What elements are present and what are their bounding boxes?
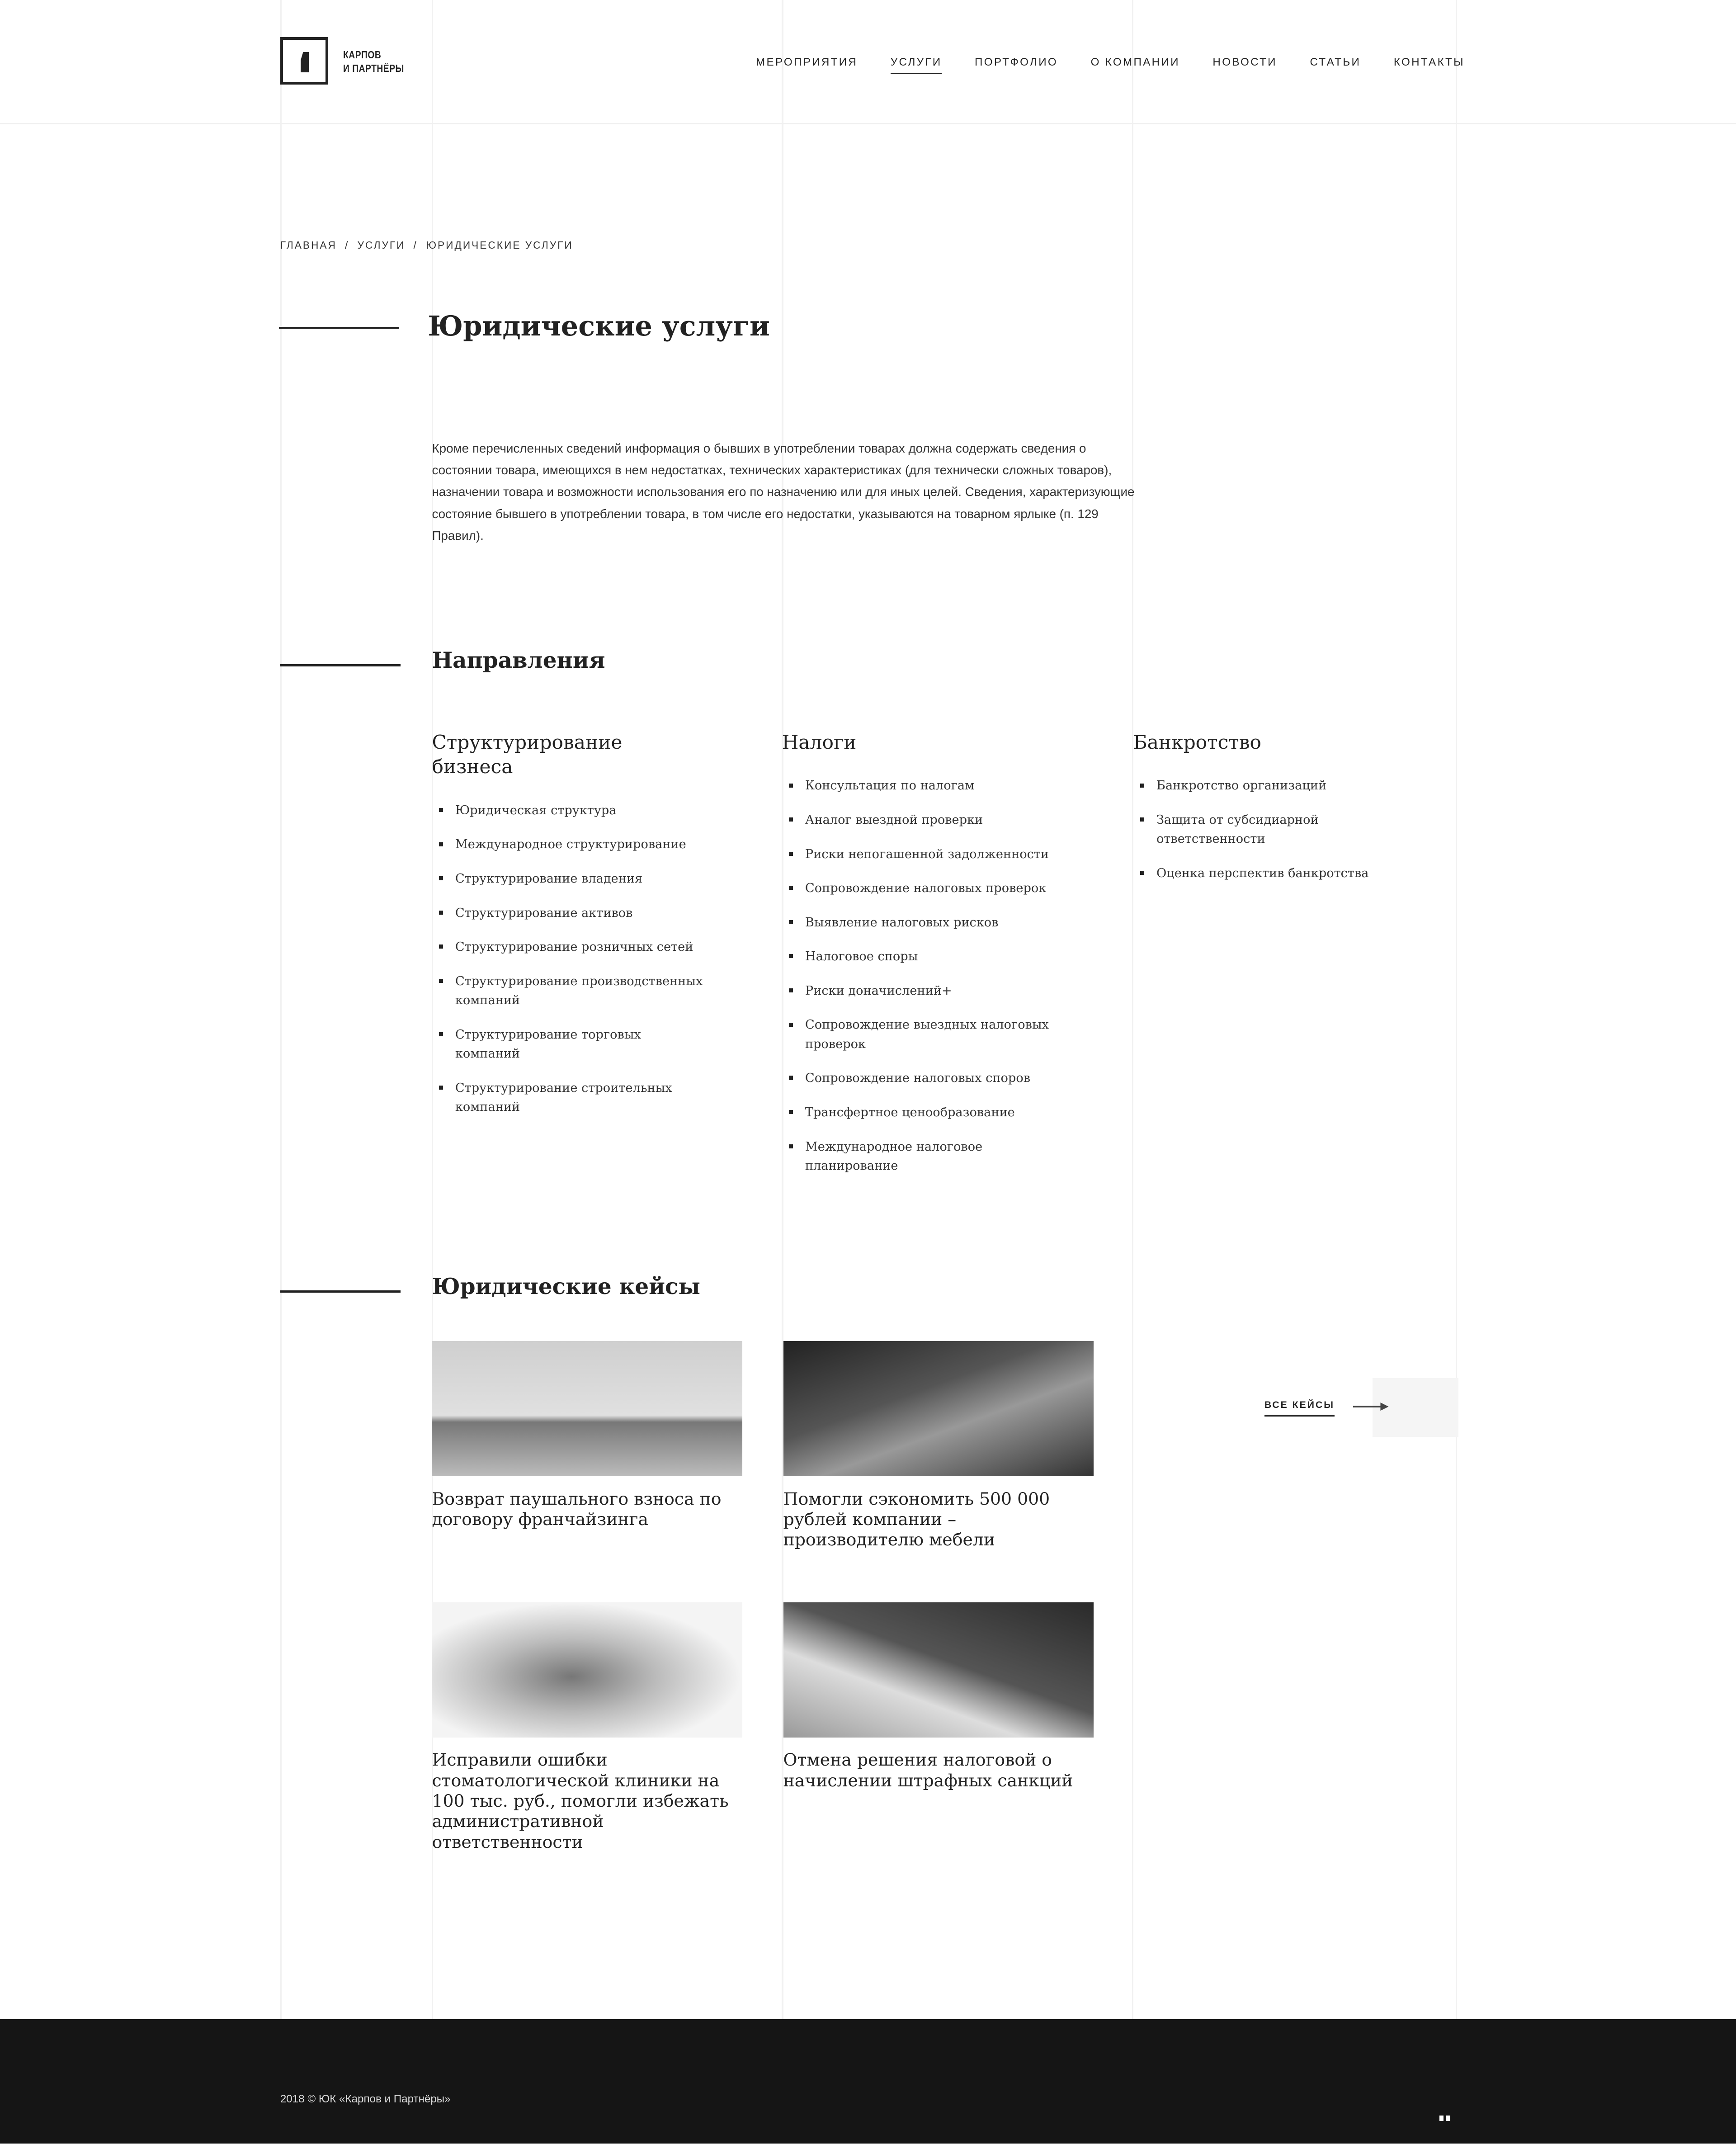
case-title: Исправили ошибки стоматологической клиники на 100 тыс. руб., помогли избежать административной ответственности xyxy=(432,1750,729,1852)
breadcrumb-separator: / xyxy=(413,239,418,251)
all-cases-link[interactable]: ВСЕ КЕЙСЫ xyxy=(1264,1400,1335,1417)
direction-item[interactable]: Аналог выездной проверки xyxy=(805,811,1058,830)
grid-line xyxy=(1132,0,1133,2019)
nav-contacts[interactable]: КОНТАКТЫ xyxy=(1393,56,1465,68)
logo-icon[interactable] xyxy=(280,37,328,85)
nav-portfolio[interactable]: ПОРТФОЛИО xyxy=(975,56,1058,68)
direction-title: Налоги xyxy=(782,731,857,753)
carpenter-workshop-photo xyxy=(783,1341,1094,1476)
direction-title: Структурирование бизнеса xyxy=(432,731,623,778)
logo-text[interactable] xyxy=(343,48,404,75)
man-with-lifebuoy-photo xyxy=(432,1341,742,1476)
site-header xyxy=(0,0,1736,124)
direction-item[interactable]: Международное налоговое планирование xyxy=(805,1138,1058,1176)
direction-item[interactable]: Структурирование торговых компаний xyxy=(455,1025,708,1064)
banknotes-photo xyxy=(432,1602,742,1738)
breadcrumb xyxy=(280,239,573,251)
nav-services[interactable]: УСЛУГИ xyxy=(891,56,942,74)
breadcrumb-services[interactable]: УСЛУГИ xyxy=(357,239,406,251)
case-title: Помогли сэкономить 500 000 рублей компании – производителю мебели xyxy=(783,1488,1050,1550)
case-card[interactable] xyxy=(783,1341,1094,1550)
direction-column xyxy=(782,730,1082,1191)
grid-line xyxy=(1456,0,1457,2019)
copyright: 2018 © ЮК «Карпов и Партнёры» xyxy=(280,2093,451,2106)
nav-articles[interactable]: СТАТЬИ xyxy=(1310,56,1361,68)
nav-about[interactable]: О КОМПАНИИ xyxy=(1090,56,1180,68)
logo-line-2: И ПАРТНЁРЫ xyxy=(343,62,404,75)
direction-list xyxy=(782,776,1058,1176)
direction-item[interactable]: Структурирование розничных сетей xyxy=(455,938,708,957)
direction-item[interactable]: Структурирование активов xyxy=(455,904,708,923)
direction-list xyxy=(1133,776,1375,883)
direction-item[interactable]: Банкротство организаций xyxy=(1156,776,1375,795)
direction-item[interactable]: Риски доначислений+ xyxy=(805,982,1058,1001)
main-nav xyxy=(756,56,1465,74)
direction-item[interactable]: Сопровождение выездных налоговых проверок xyxy=(805,1015,1058,1054)
arrow-right-icon[interactable] xyxy=(1353,1401,1389,1412)
direction-item[interactable]: Защита от субсидиарной ответственности xyxy=(1156,811,1375,849)
case-title: Возврат паушального взноса по договору франчайзинга xyxy=(432,1488,722,1530)
logo-line-1: КАРПОВ xyxy=(343,48,382,61)
nav-news[interactable]: НОВОСТИ xyxy=(1212,56,1277,68)
direction-item[interactable]: Сопровождение налоговых споров xyxy=(805,1069,1058,1088)
direction-item[interactable]: Риски непогашенной задолженности xyxy=(805,845,1058,864)
developer-logo-icon[interactable] xyxy=(1439,2101,1453,2126)
breadcrumb-home[interactable]: ГЛАВНАЯ xyxy=(280,239,337,251)
direction-column xyxy=(1133,730,1434,898)
case-title: Отмена решения налоговой о начислении штрафных санкций xyxy=(783,1750,1073,1790)
case-card[interactable] xyxy=(432,1341,742,1530)
site-footer xyxy=(0,2019,1736,2144)
direction-item[interactable]: Выявление налоговых рисков xyxy=(805,913,1058,932)
direction-item[interactable]: Структурирование владения xyxy=(455,869,708,888)
case-card[interactable] xyxy=(432,1602,742,1852)
direction-title: Банкротство xyxy=(1133,731,1262,753)
directions-title: Направления xyxy=(432,648,605,674)
direction-item[interactable]: Налоговое споры xyxy=(805,947,1058,966)
direction-item[interactable]: Сопровождение налоговых проверок xyxy=(805,879,1058,898)
breadcrumb-current: ЮРИДИЧЕСКИЕ УСЛУГИ xyxy=(426,239,573,251)
page-title: Юридические услуги xyxy=(428,310,770,343)
breadcrumb-separator: / xyxy=(345,239,349,251)
direction-item[interactable]: Международное структурирование xyxy=(455,835,708,854)
grid-line xyxy=(280,0,282,2019)
direction-item[interactable]: Трансфертное ценообразование xyxy=(805,1103,1058,1122)
case-card[interactable] xyxy=(783,1602,1094,1791)
intro-text: Кроме перечисленных сведений информация о бывших в употреблении товарах должна содержать сведения о состоянии товара, имеющихся в нем недостатках, технических характеристиках (для технически сложных товаров), назначении товара и возможности использования его по назначению или для иных целей. Сведения, характеризующие состояние бывшего в употреблении товара, в том числе его недостатки, указываются на товарном ярлыке (п. 129 Правил). xyxy=(432,441,1135,543)
direction-item[interactable]: Структурирование производственных компаний xyxy=(455,972,708,1011)
title-divider xyxy=(279,327,399,329)
direction-item[interactable]: Структурирование строительных компаний xyxy=(455,1079,708,1117)
direction-column xyxy=(432,730,732,1132)
direction-item[interactable]: Консультация по налогам xyxy=(805,776,1058,795)
section-divider xyxy=(280,664,401,666)
hand-writing-photo xyxy=(783,1602,1094,1738)
direction-item[interactable]: Оценка перспектив банкротства xyxy=(1156,864,1375,883)
direction-item[interactable]: Юридическая структура xyxy=(455,801,708,820)
cases-title: Юридические кейсы xyxy=(432,1274,700,1299)
nav-events[interactable]: МЕРОПРИЯТИЯ xyxy=(756,56,858,68)
section-divider xyxy=(280,1290,401,1293)
direction-list xyxy=(432,801,708,1117)
